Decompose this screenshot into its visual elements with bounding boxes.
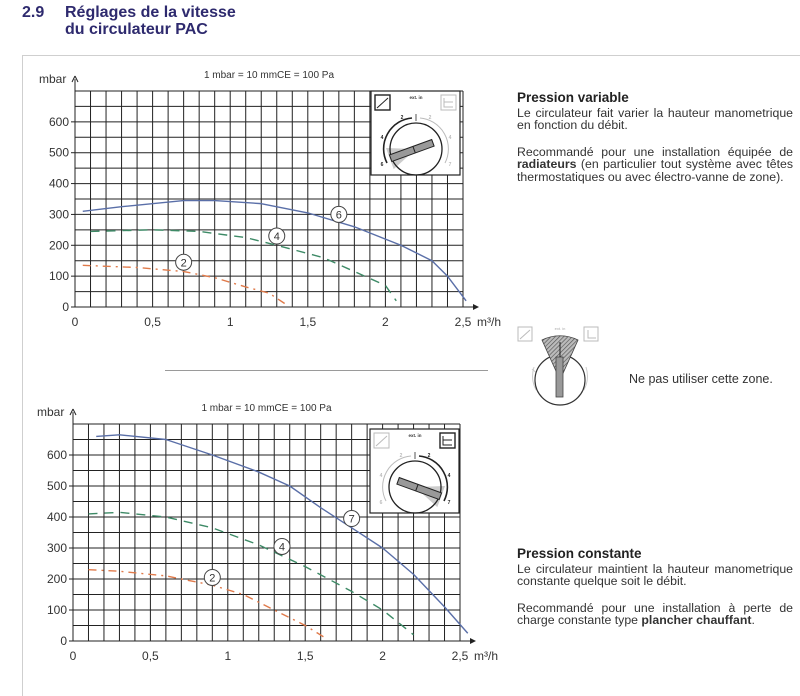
x-tick-label: 1 bbox=[226, 315, 234, 329]
variable-pressure-recommend bbox=[517, 146, 793, 184]
x-axis-arrow-icon bbox=[470, 638, 476, 644]
recommend-text-end: . bbox=[751, 613, 755, 627]
unit-conversion-note: 1 mbar = 10 mmCE = 100 Pa bbox=[201, 403, 332, 414]
y-axis-label: mbar bbox=[39, 72, 67, 86]
dial-scale-number: 4 bbox=[380, 135, 384, 141]
ext-in-label: ext. in bbox=[408, 433, 422, 438]
x-tick-label: 2 bbox=[382, 315, 389, 329]
x-tick-label: 2 bbox=[379, 649, 386, 663]
curve-label-2: 2 bbox=[180, 257, 187, 270]
chart-separator bbox=[165, 370, 488, 371]
constant-pressure-recommend bbox=[517, 602, 793, 627]
y-tick-label: 400 bbox=[46, 510, 67, 524]
dial-scale-number: 2 bbox=[428, 115, 432, 121]
unit-conversion-note: 1 mbar = 10 mmCE = 100 Pa bbox=[203, 70, 335, 81]
dial-scale-number: 4 bbox=[447, 473, 451, 479]
constant-mode-icon bbox=[584, 327, 598, 341]
dial-scale-number: 2 bbox=[400, 115, 404, 121]
y-tick-label: 400 bbox=[48, 176, 69, 191]
x-tick-label: 2,5 bbox=[451, 649, 469, 663]
variable-pressure-heading: Pression variable bbox=[517, 90, 629, 105]
chart-variable-pressure bbox=[0, 60, 500, 335]
dial-scale-number: 2 bbox=[427, 453, 431, 459]
constant-pressure-desc: Le circulateur maintient la hauteur manometrique constante quelque soit le débit. bbox=[517, 561, 793, 588]
curve-label-2: 2 bbox=[209, 572, 216, 585]
x-axis-arrow-icon bbox=[473, 304, 479, 310]
recommend-text: Recommandé pour une installation équipée de bbox=[517, 144, 793, 159]
x-tick-label: 1,5 bbox=[296, 649, 314, 663]
y-axis-label: mbar bbox=[37, 405, 65, 419]
x-tick-label: 2,5 bbox=[454, 315, 472, 329]
recommend-bold: plancher chauffant bbox=[641, 613, 752, 627]
dial-scale-number: 4 bbox=[379, 473, 383, 479]
curve-label-6: 6 bbox=[335, 209, 342, 222]
speed-dial-inset bbox=[370, 429, 459, 513]
dial-scale-number: 7 bbox=[448, 162, 452, 168]
variable-pressure-text bbox=[517, 92, 793, 183]
y-tick-label: 300 bbox=[48, 207, 69, 222]
x-tick-label: 1,5 bbox=[299, 315, 317, 329]
y-tick-label: 600 bbox=[46, 448, 67, 462]
recommend-text-end: (en particulier tout système avec têtes thermostatiques ou avec électro-vanne de zone). bbox=[517, 157, 793, 184]
dial-frame bbox=[371, 91, 460, 175]
constant-pressure-text bbox=[517, 548, 793, 627]
variable-pressure-desc: Le circulateur fait varier la hauteur manometrique en fonction du débit. bbox=[517, 105, 793, 132]
chart-constant-pressure bbox=[0, 396, 500, 671]
no-use-zone-text: Ne pas utiliser cette zone. bbox=[629, 372, 773, 386]
y-tick-label: 200 bbox=[46, 572, 67, 586]
dial-scale-number: 6 bbox=[380, 162, 384, 168]
section-title-line2: du circulateur PAC bbox=[65, 21, 208, 38]
y-tick-label: 100 bbox=[46, 603, 67, 617]
x-tick-label: 0,5 bbox=[144, 315, 161, 329]
no-use-zone-dial bbox=[510, 322, 610, 407]
curve-label-4: 4 bbox=[273, 231, 280, 244]
curve-label-7: 7 bbox=[348, 513, 355, 526]
constant-pressure-heading: Pression constante bbox=[517, 546, 642, 561]
y-tick-label: 500 bbox=[46, 479, 67, 493]
section-number: 2.9 bbox=[22, 4, 45, 21]
x-axis-label: m³/h bbox=[474, 649, 498, 663]
speed-dial-inset bbox=[371, 91, 460, 175]
dial-frame bbox=[370, 429, 459, 513]
curve-speed-6 bbox=[83, 201, 466, 301]
dial-scale-number: 7 bbox=[447, 500, 451, 506]
dial-scale-number: 2 bbox=[399, 453, 403, 459]
curve-speed-4 bbox=[88, 512, 413, 634]
dial-scale-number: 4 bbox=[448, 135, 452, 141]
x-tick-label: 0,5 bbox=[142, 649, 159, 663]
y-tick-label: 0 bbox=[60, 634, 67, 648]
curve-label-4: 4 bbox=[278, 541, 286, 554]
x-tick-label: 0 bbox=[71, 315, 79, 329]
recommend-text: Recommandé pour une installation à perte de charge constante type bbox=[517, 600, 793, 627]
y-tick-label: 500 bbox=[48, 145, 69, 160]
x-tick-label: 0 bbox=[69, 649, 77, 663]
section-title bbox=[65, 4, 236, 38]
y-tick-label: 300 bbox=[46, 541, 67, 555]
ext-in-label: ext. in bbox=[554, 326, 566, 331]
y-tick-label: 600 bbox=[48, 114, 69, 129]
x-tick-label: 1 bbox=[224, 649, 232, 663]
section-title-line1: Réglages de la vitesse bbox=[65, 4, 236, 21]
curve-speed-2 bbox=[83, 265, 288, 305]
y-tick-label: 0 bbox=[62, 300, 69, 314]
y-tick-label: 200 bbox=[48, 238, 69, 253]
y-tick-label: 100 bbox=[48, 269, 69, 284]
curve-speed-4 bbox=[91, 230, 397, 301]
recommend-bold: radiateurs bbox=[517, 157, 577, 171]
x-axis-label: m³/h bbox=[477, 315, 501, 329]
ext-in-label: ext. in bbox=[409, 95, 423, 100]
dial-scale-number: 6 bbox=[379, 500, 383, 506]
